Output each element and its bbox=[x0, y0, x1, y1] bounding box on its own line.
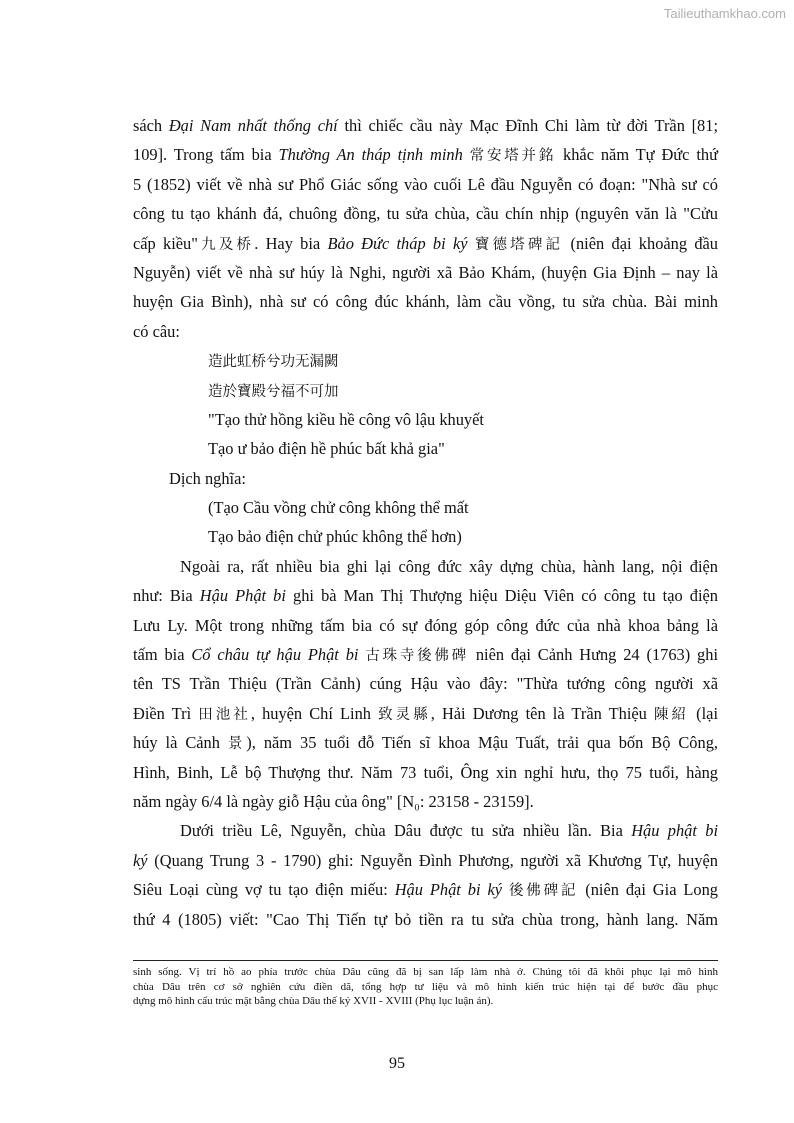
han-nom-text: 寶德塔碑記 bbox=[474, 236, 564, 253]
text-run: húy là Cảnh bbox=[133, 733, 228, 753]
text-run: (lại bbox=[689, 703, 719, 723]
text-run: thứ 4 (1805) viết: "Cao Thị Tiến tự bỏ tiền ra tu sửa chùa trong, hành lang. Năm bbox=[133, 909, 718, 929]
text-run: Tạo ư bảo điện hề phúc bất khả gia" bbox=[208, 439, 445, 459]
text-line bbox=[133, 581, 718, 610]
text-line bbox=[133, 199, 718, 228]
text-line bbox=[133, 464, 718, 493]
text-line bbox=[133, 611, 718, 640]
han-nom-text: 致灵縣 bbox=[378, 706, 431, 723]
text-run: ghi bà Man Thị Thượng hiệu Diệu Viên có công tu tạo điện bbox=[285, 586, 718, 606]
text-run: Ngoài ra, rất nhiều bia ghi lại công đức xây dựng chùa, hành lang, nội điện bbox=[180, 556, 718, 576]
text-run bbox=[463, 145, 470, 164]
han-nom-text: 九及桥 bbox=[197, 236, 255, 253]
text-line bbox=[133, 170, 718, 199]
text-run: tấm bia bbox=[133, 645, 192, 665]
text-line bbox=[133, 846, 718, 875]
text-line bbox=[133, 229, 718, 258]
text-run: Dịch nghĩa: bbox=[169, 468, 246, 488]
text-line bbox=[133, 287, 718, 316]
text-line bbox=[133, 728, 718, 757]
text-run: Lưu Ly. Một trong những tấm bia có sự đóng góp công đức của nhà khoa bảng là bbox=[133, 615, 718, 635]
text-line bbox=[133, 434, 718, 463]
text-run bbox=[502, 880, 509, 899]
text-run: năm ngày 6/4 là ngày giỗ Hậu của ông" [N₀: 23158 - 23159]. bbox=[133, 791, 534, 811]
text-line bbox=[133, 258, 718, 287]
footnote-line: dựng mô hình cấu trúc mặt bằng chùa Dâu thế kỷ XVII - XVIII (Phụ lục luận án). bbox=[133, 995, 494, 1008]
han-nom-text: 造此虹桥兮功无漏闕 bbox=[208, 354, 339, 371]
text-run: , huyện Chí Linh bbox=[250, 703, 379, 723]
italic-title: Đại Nam nhất thống chí bbox=[168, 116, 338, 135]
text-run: Hình, Binh, Lễ bộ Thượng thư. Năm 73 tuổi, Ông xin nghỉ hưu, thọ 75 tuổi, hàng bbox=[133, 762, 718, 782]
text-line bbox=[133, 346, 718, 375]
han-nom-text: 常安塔并銘 bbox=[469, 148, 557, 165]
text-run bbox=[468, 234, 475, 253]
text-line bbox=[133, 875, 718, 904]
han-nom-text: 景 bbox=[227, 736, 247, 753]
text-run: có câu: bbox=[133, 321, 180, 341]
text-run: Siêu Loại cùng vợ tu tạo điện miếu: bbox=[133, 880, 395, 900]
italic-title: Hậu phật bi bbox=[631, 821, 719, 841]
text-line bbox=[133, 758, 718, 787]
text-line bbox=[133, 640, 718, 669]
italic-title: Thường An tháp tịnh minh bbox=[278, 145, 463, 165]
footnote-line: chùa Dâu trên cơ sở nghiên cứu điền dã, tổng hợp tư liệu và mô hình kiến trúc hiện tại để bước đầu phục bbox=[133, 980, 718, 993]
text-run: Nguyễn) viết về nhà sư húy là Nghi, người xã Bảo Khám, (huyện Gia Định – nay là bbox=[133, 262, 718, 282]
text-run: , Hải Dương tên là Trần Thiệu bbox=[430, 703, 654, 723]
text-run: khắc năm Tự Đức thứ bbox=[556, 145, 718, 165]
han-nom-text: 後佛碑記 bbox=[508, 883, 579, 900]
text-line bbox=[133, 816, 718, 845]
text-run: công tu tạo khánh đá, chuông đồng, tu sửa chùa, cầu chín nhịp (nguyên văn là "Cửu bbox=[133, 204, 718, 224]
text-run: sách bbox=[133, 116, 169, 135]
italic-title: Hậu Phật bi bbox=[199, 586, 286, 606]
text-run: 5 (1852) viết về nhà sư Phổ Giác sống vào cuối Lê đầu Nguyễn có đoạn: "Nhà sư có bbox=[133, 174, 718, 194]
text-line bbox=[133, 140, 718, 169]
text-line bbox=[133, 493, 718, 522]
text-line bbox=[133, 699, 718, 728]
italic-title: ký bbox=[133, 850, 148, 870]
text-line bbox=[133, 111, 718, 140]
text-run: như: Bia bbox=[133, 586, 200, 606]
text-run: tên TS Trần Thiệu (Trần Cảnh) cúng Hậu vào đây: "Thừa tướng công người xã bbox=[133, 674, 718, 694]
text-run: ), năm 35 tuổi đỗ Tiến sĩ khoa Mậu Tuất, trải qua bốn Bộ Công, bbox=[246, 733, 718, 753]
page-number: 95 bbox=[389, 1055, 405, 1072]
body-text bbox=[133, 111, 718, 934]
text-line bbox=[133, 522, 718, 551]
text-run: niên đại Cảnh Hưng 24 (1763) ghi bbox=[468, 645, 719, 665]
text-run: cấp kiều" bbox=[133, 233, 198, 253]
text-line bbox=[133, 405, 718, 434]
footnote bbox=[133, 965, 718, 1009]
text-run: Điền Trì bbox=[133, 703, 199, 723]
text-line bbox=[133, 669, 718, 698]
text-run: huyện Gia Bình), nhà sư có công đúc khánh, làm cầu vồng, tu sửa chùa. Bài minh bbox=[133, 292, 718, 312]
text-line bbox=[133, 317, 718, 346]
text-line bbox=[133, 376, 718, 405]
text-run: thì chiếc cầu này Mạc Đĩnh Chi làm từ đời Trần [81; bbox=[337, 116, 718, 135]
text-run: (niên đại khoảng đầu bbox=[563, 233, 719, 253]
text-run: (Quang Trung 3 - 1790) ghi: Nguyễn Đình Phương, người xã Khương Tự, huyện bbox=[147, 850, 718, 870]
text-run: (Tạo Cầu vồng chử công không thể mất bbox=[208, 498, 469, 518]
han-nom-text: 造於寶殿兮福不可加 bbox=[208, 383, 339, 400]
italic-title: Cổ châu tự hậu Phật bi bbox=[191, 645, 359, 665]
italic-title: Bảo Đức tháp bi ký bbox=[327, 233, 468, 253]
text-line bbox=[133, 787, 718, 816]
text-run: Dưới triều Lê, Nguyễn, chùa Dâu được tu sửa nhiều lần. Bia bbox=[180, 821, 632, 841]
footnote-line: sinh sống. Vị trí hồ ao phía trước chùa Dâu cũng đã bị san lấp làm nhà ở. Chúng tôi đã khôi phục lại mô hình bbox=[133, 966, 718, 978]
footnote-separator bbox=[133, 960, 718, 961]
text-run: . Hay bia bbox=[254, 233, 328, 253]
text-run: (niên đại Gia Long bbox=[578, 880, 718, 900]
italic-title: Hậu Phật bi ký bbox=[394, 880, 502, 900]
text-run: "Tạo thử hồng kiều hề công vô lậu khuyết bbox=[208, 409, 484, 429]
text-run: 109]. Trong tấm bia bbox=[133, 145, 279, 165]
han-nom-text: 田池社 bbox=[198, 706, 251, 723]
watermark: Tailieuthamkhao.com bbox=[663, 6, 786, 21]
han-nom-text: 古珠寺後佛碑 bbox=[365, 648, 469, 665]
text-run: Tạo bảo điện chử phúc không thể hơn) bbox=[208, 527, 462, 547]
text-line bbox=[133, 552, 718, 581]
han-nom-text: 陳紹 bbox=[653, 706, 690, 723]
text-line bbox=[133, 905, 718, 934]
